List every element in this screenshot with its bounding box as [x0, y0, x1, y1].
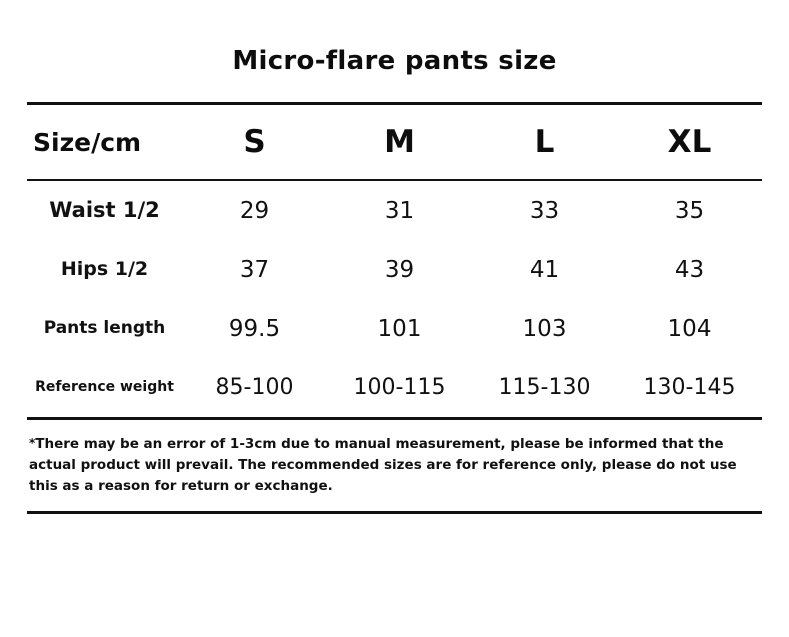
row-label-waist: Waist 1/2	[49, 198, 160, 223]
table-row	[27, 299, 762, 358]
row-label-hips: Hips 1/2	[60, 257, 149, 280]
table-row	[27, 181, 762, 240]
table-header	[27, 105, 762, 179]
size-chart-sheet	[0, 46, 789, 637]
cell-hips-l: 41	[529, 256, 560, 283]
cell-length-xl: 104	[667, 315, 712, 342]
header-corner-label: Size/cm	[33, 127, 142, 157]
cell-length-s: 99.5	[228, 315, 281, 342]
cell-waist-xl: 35	[674, 197, 705, 224]
header-size-s: S	[243, 124, 266, 160]
cell-hips-m: 39	[384, 256, 415, 283]
cell-waist-m: 31	[384, 197, 415, 224]
page-title: Micro-flare pants size	[232, 46, 557, 76]
table-row	[27, 358, 762, 417]
measurement-note-text: There may be an error of 1-3cm due to manual measurement, please be informed that the actual product will prevail. The recommended sizes are for reference only, please do not use this as a reason for return or exchange.	[29, 436, 737, 494]
cell-weight-xl: 130-145	[643, 375, 736, 400]
cell-weight-s: 85-100	[215, 375, 294, 400]
cell-weight-m: 100-115	[353, 375, 446, 400]
cell-waist-l: 33	[529, 197, 560, 224]
header-size-m: M	[384, 124, 415, 160]
header-size-xl: XL	[667, 124, 712, 160]
header-size-l: L	[534, 124, 555, 160]
cell-length-m: 101	[377, 315, 422, 342]
cell-hips-xl: 43	[674, 256, 705, 283]
asterisk-icon: *	[29, 436, 36, 450]
measurement-note	[29, 434, 760, 497]
cell-waist-s: 29	[239, 197, 270, 224]
size-table	[27, 105, 762, 179]
table-header-row	[27, 105, 762, 179]
cell-length-l: 103	[522, 315, 567, 342]
table-row	[27, 240, 762, 299]
divider-bottom	[27, 511, 762, 514]
row-label-reference-weight: Reference weight	[35, 379, 174, 396]
size-table-body	[27, 181, 762, 417]
row-label-pants-length: Pants length	[43, 317, 166, 338]
note-section	[27, 420, 762, 497]
cell-hips-s: 37	[239, 256, 270, 283]
cell-weight-l: 115-130	[498, 375, 591, 400]
